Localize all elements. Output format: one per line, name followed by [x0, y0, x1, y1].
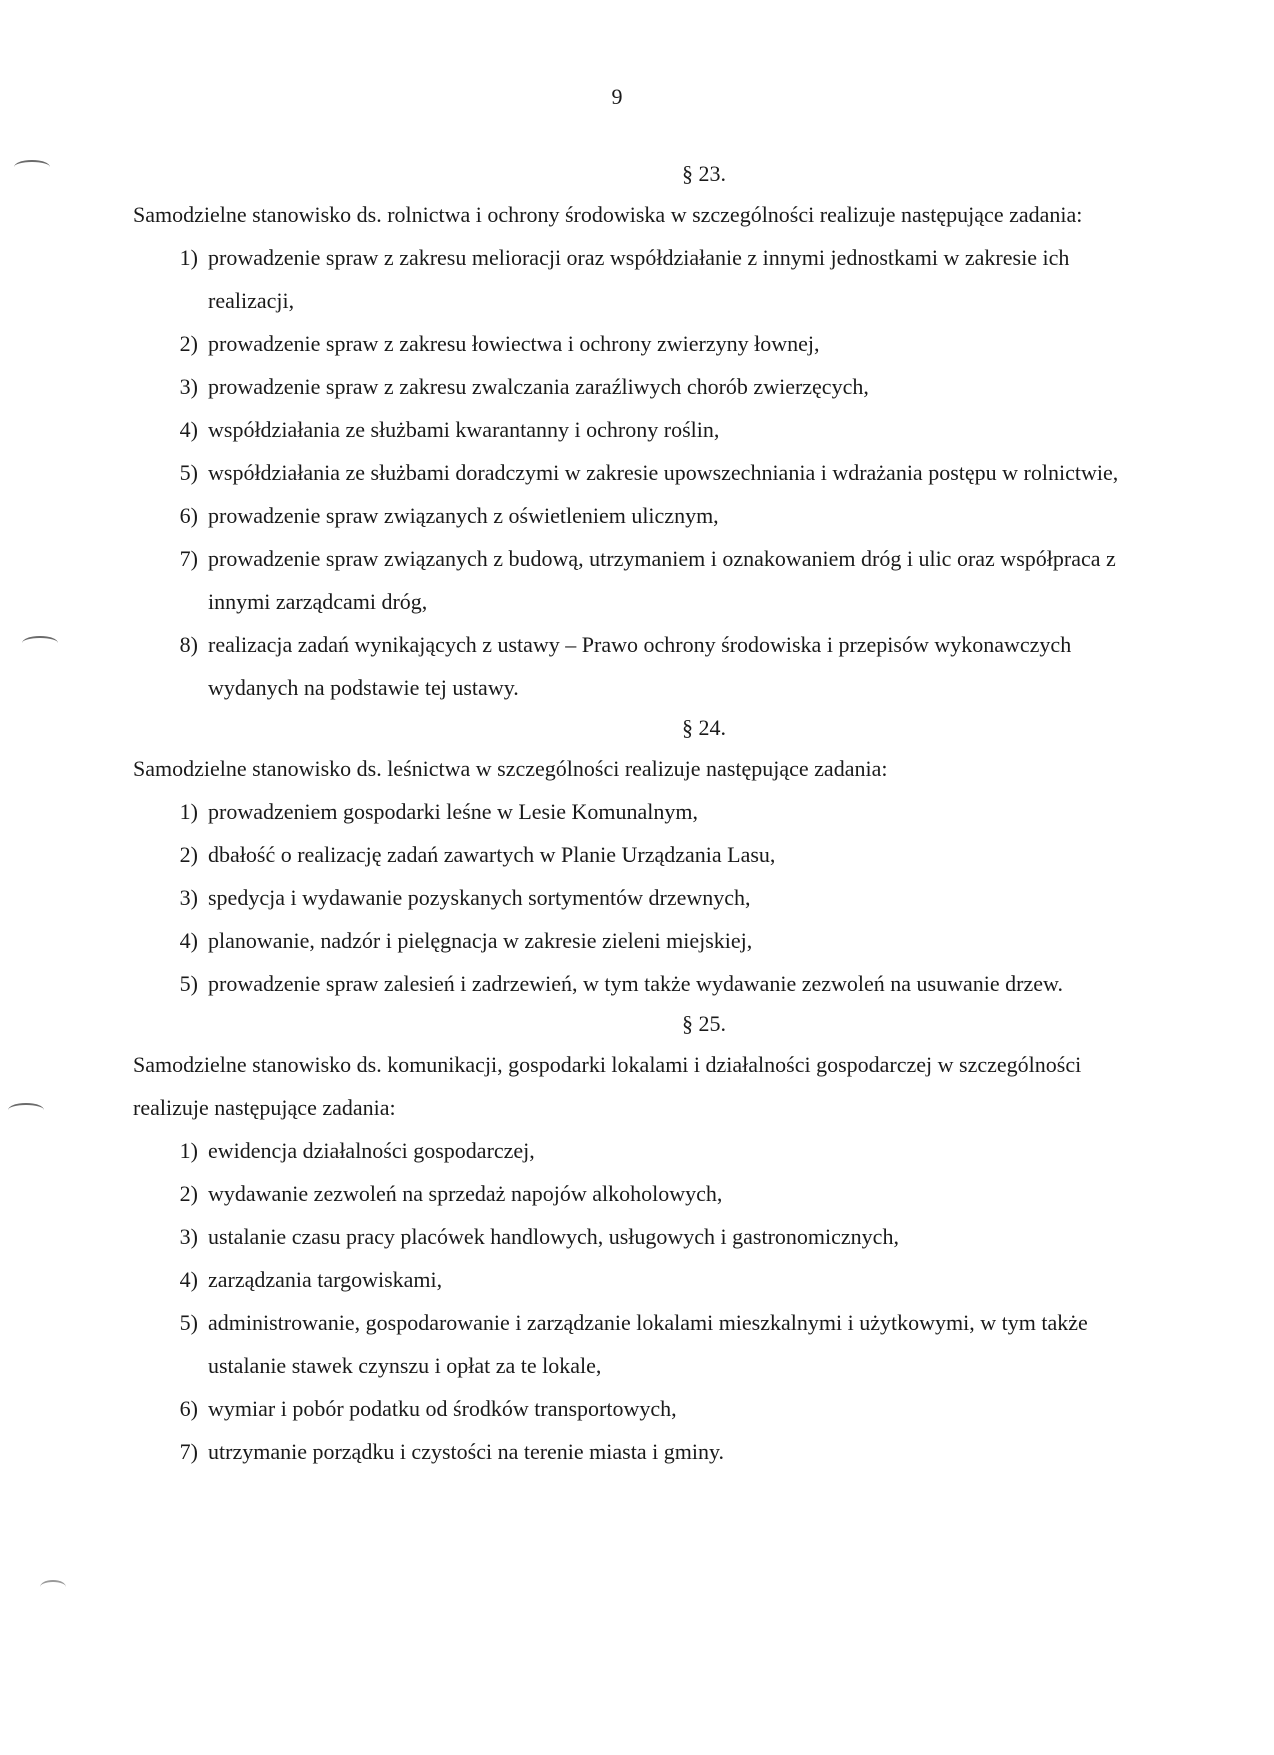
item-text: prowadzenie spraw zalesień i zadrzewień, w tym także wydawanie zezwoleń na usuwanie drzew.: [208, 971, 1063, 996]
item-number: 7): [179, 546, 198, 571]
list-item: [133, 623, 1143, 709]
task-list: [133, 236, 1143, 709]
list-item: [133, 876, 1143, 919]
list-item: [133, 962, 1143, 1005]
item-number: 3): [179, 374, 198, 399]
item-number: 6): [179, 1396, 198, 1421]
list-item: [133, 236, 1143, 322]
list-item: [133, 1215, 1143, 1258]
item-number: 7): [179, 1439, 198, 1464]
punch-hole-mark: [22, 636, 58, 650]
item-text: prowadzenie spraw z zakresu zwalczania zaraźliwych chorób zwierzęcych,: [208, 374, 869, 399]
item-number: 5): [179, 1310, 198, 1335]
item-number: 1): [179, 1138, 198, 1163]
item-text: wydawanie zezwoleń na sprzedaż napojów alkoholowych,: [208, 1181, 723, 1206]
section-intro: Samodzielne stanowisko ds. leśnictwa w szczególności realizuje następujące zadania:: [133, 756, 888, 781]
punch-hole-mark: [40, 1580, 66, 1594]
list-item: [133, 1301, 1143, 1387]
list-item: [133, 1387, 1143, 1430]
task-list: [133, 790, 1143, 1005]
section-heading: § 23.: [682, 161, 726, 186]
punch-hole-mark: [14, 160, 50, 174]
item-number: 1): [179, 245, 198, 270]
section-heading: § 25.: [682, 1011, 726, 1036]
item-text: dbałość o realizację zadań zawartych w Planie Urządzania Lasu,: [208, 842, 776, 867]
item-number: 4): [179, 1267, 198, 1292]
item-text: planowanie, nadzór i pielęgnacja w zakresie zieleni miejskiej,: [208, 928, 753, 953]
item-text: administrowanie, gospodarowanie i zarządzanie lokalami mieszkalnymi i użytkowymi, w tym także ustalanie stawek czynszu i opłat za te lokale,: [208, 1310, 1088, 1378]
item-number: 1): [179, 799, 198, 824]
item-text: współdziałania ze służbami kwarantanny i ochrony roślin,: [208, 417, 720, 442]
list-item: [133, 833, 1143, 876]
item-number: 5): [179, 460, 198, 485]
item-text: realizacja zadań wynikających z ustawy – Prawo ochrony środowiska i przepisów wykonawczych wydanych na podstawie tej ustawy.: [208, 632, 1072, 700]
list-item: [133, 365, 1143, 408]
item-number: 4): [179, 928, 198, 953]
list-item: [133, 537, 1143, 623]
list-item: [133, 919, 1143, 962]
page-number: 9: [611, 84, 623, 109]
list-item: [133, 451, 1143, 494]
punch-hole-mark: [8, 1103, 44, 1117]
section-23: [133, 155, 1143, 709]
item-text: wymiar i pobór podatku od środków transportowych,: [208, 1396, 677, 1421]
item-number: 5): [179, 971, 198, 996]
list-item: [133, 408, 1143, 451]
item-text: prowadzeniem gospodarki leśne w Lesie Komunalnym,: [208, 799, 698, 824]
section-24: [133, 709, 1143, 1005]
item-number: 3): [179, 885, 198, 910]
item-number: 2): [179, 842, 198, 867]
item-text: prowadzenie spraw z zakresu łowiectwa i ochrony zwierzyny łownej,: [208, 331, 820, 356]
document-body: [133, 155, 1143, 1473]
section-intro: Samodzielne stanowisko ds. rolnictwa i ochrony środowiska w szczególności realizuje następujące zadania:: [133, 202, 1083, 227]
list-item: [133, 494, 1143, 537]
item-text: ewidencja działalności gospodarczej,: [208, 1138, 535, 1163]
section-intro: Samodzielne stanowisko ds. komunikacji, gospodarki lokalami i działalności gospodarczej w szczególności realizuje następujące zadania:: [133, 1052, 1082, 1120]
item-text: ustalanie czasu pracy placówek handlowych, usługowych i gastronomicznych,: [208, 1224, 899, 1249]
item-number: 2): [179, 331, 198, 356]
section-25: [133, 1005, 1143, 1473]
item-text: spedycja i wydawanie pozyskanych sortymentów drzewnych,: [208, 885, 751, 910]
list-item: [133, 1172, 1143, 1215]
list-item: [133, 1258, 1143, 1301]
item-number: 3): [179, 1224, 198, 1249]
item-text: prowadzenie spraw związanych z budową, utrzymaniem i oznakowaniem dróg i ulic oraz współpraca z innymi zarządcami dróg,: [208, 546, 1116, 614]
item-number: 4): [179, 417, 198, 442]
item-text: prowadzenie spraw związanych z oświetleniem ulicznym,: [208, 503, 719, 528]
task-list: [133, 1129, 1143, 1473]
item-text: utrzymanie porządku i czystości na terenie miasta i gminy.: [208, 1439, 725, 1464]
list-item: [133, 790, 1143, 833]
item-number: 2): [179, 1181, 198, 1206]
item-text: współdziałania ze służbami doradczymi w zakresie upowszechniania i wdrażania postępu w rolnictwie,: [208, 460, 1119, 485]
item-number: 8): [179, 632, 198, 657]
item-text: zarządzania targowiskami,: [208, 1267, 443, 1292]
section-heading: § 24.: [682, 715, 726, 740]
item-number: 6): [179, 503, 198, 528]
list-item: [133, 322, 1143, 365]
item-text: prowadzenie spraw z zakresu melioracji oraz współdziałanie z innymi jednostkami w zakresie ich realizacji,: [208, 245, 1070, 313]
list-item: [133, 1129, 1143, 1172]
list-item: [133, 1430, 1143, 1473]
